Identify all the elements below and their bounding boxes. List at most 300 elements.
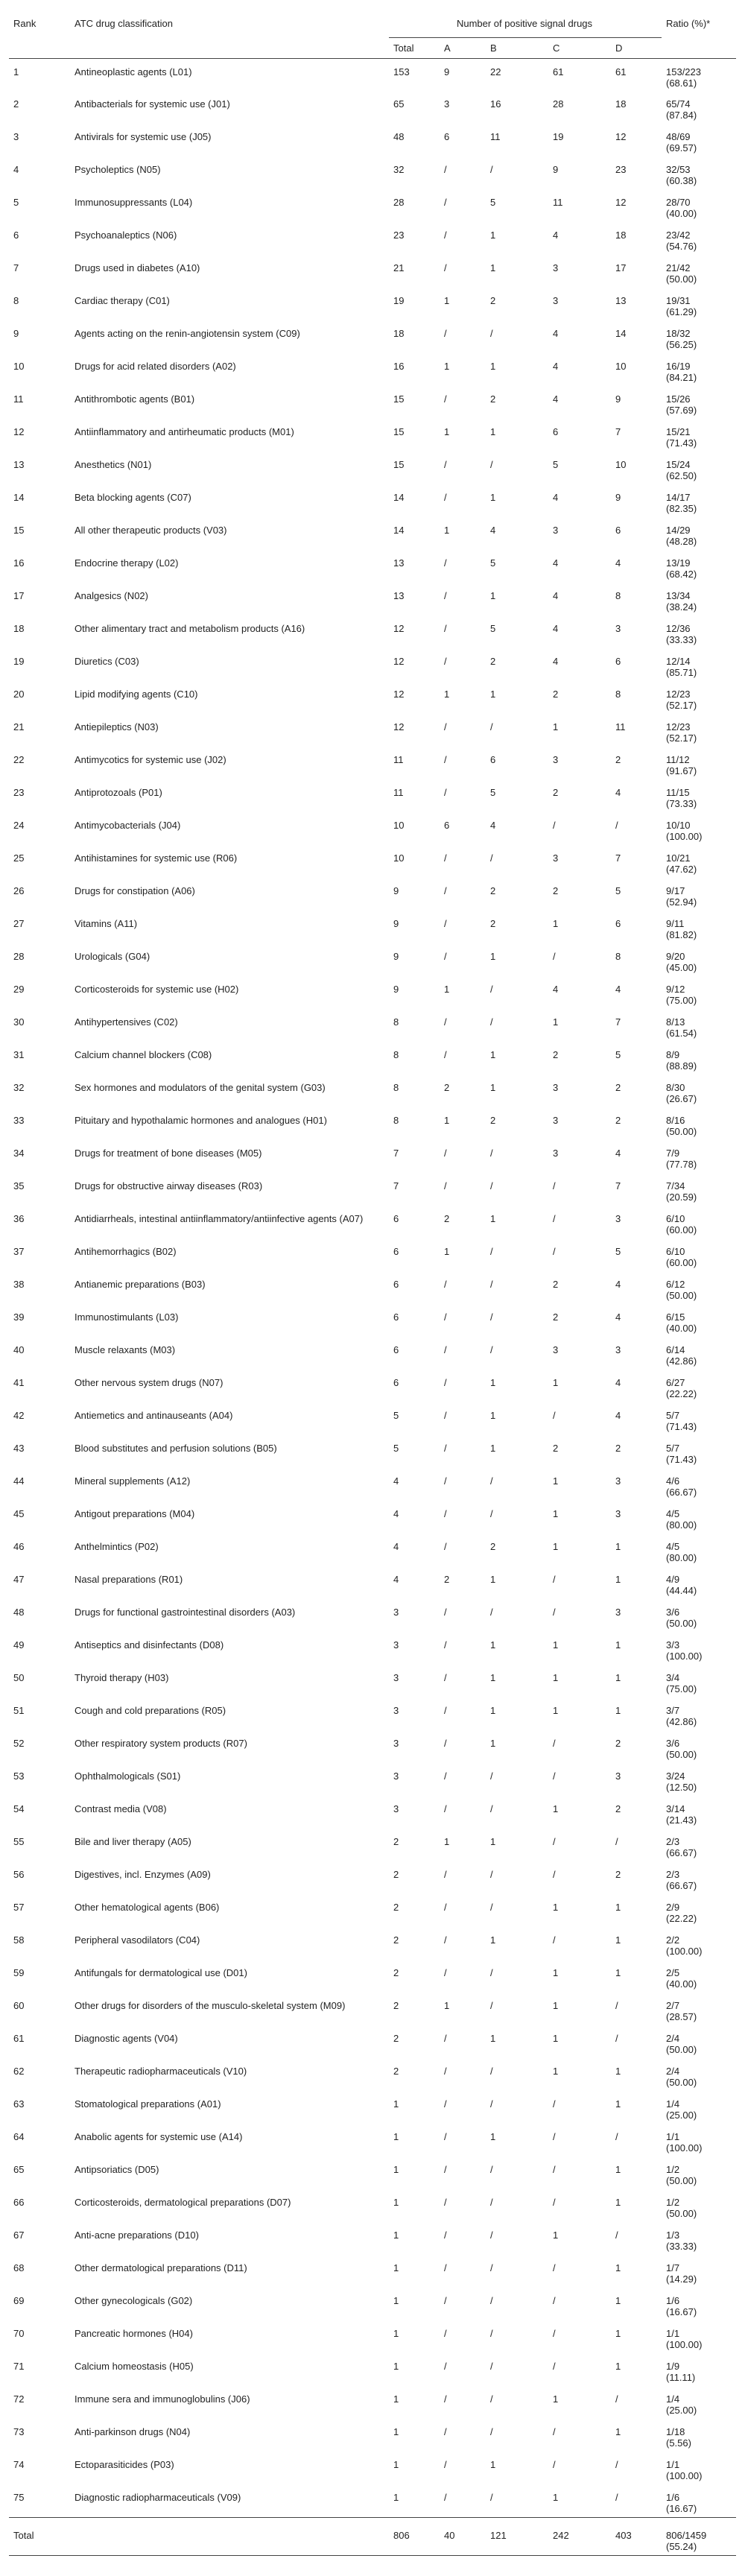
cell-rank: 16 [13,557,25,569]
cell-total: 1 [393,2492,399,2503]
ratio-percent: (60.00) [666,1257,697,1268]
total-ratio [662,2517,736,2555]
cell-rank: 42 [13,1410,25,1421]
cell-col-d: 4 [615,984,621,995]
cell-total: 65 [393,98,405,110]
cell-rank: 74 [13,2459,25,2470]
ratio-fraction: 1/4 [666,2098,680,2110]
total-row [9,2517,736,2555]
cell-col-b: / [490,1344,493,1355]
ratio-fraction: 1/3 [666,2230,680,2241]
cell-ratio [662,550,736,583]
cell-col-b: 1 [490,590,496,601]
cell-col-b: 6 [490,754,496,765]
cell-total: 2 [393,2000,399,2011]
table-row [9,2189,736,2222]
cell-col-a: / [444,2033,447,2044]
cell-total: 15 [393,426,405,437]
cell-col-d: 1 [615,2361,621,2372]
cell-col-d: 1 [615,1705,621,1716]
cell-col-d: / [615,2459,618,2470]
cell-col-a: / [444,459,447,470]
cell-col-c: 1 [553,2230,559,2241]
cell-col-b: 5 [490,623,496,634]
cell-col-d: 1 [615,1934,621,1946]
cell-col-d: / [615,2492,618,2503]
cell-col-c: 1 [553,1377,559,1388]
cell-rank: 59 [13,1967,25,1978]
cell-col-a: / [444,1902,447,1913]
cell-col-c: 4 [553,230,559,241]
ratio-fraction: 14/29 [666,525,691,536]
cell-col-b: 1 [490,2033,496,2044]
cell-col-b: 1 [490,2131,496,2142]
cell-total: 4 [393,1508,399,1519]
ratio-fraction: 3/6 [666,1738,680,1749]
header-ratio: Ratio (%)* [666,18,711,29]
table-row [9,845,736,878]
cell-col-c: 4 [553,328,559,339]
table-row [9,2288,736,2320]
cell-col-b: 2 [490,1541,496,1552]
ratio-percent: (62.50) [666,470,697,481]
cell-atc-class: Sex hormones and modulators of the genital system (G03) [74,1082,326,1093]
table-row [9,1665,736,1697]
cell-col-b: 1 [490,1049,496,1060]
cell-col-c: 1 [553,1672,559,1683]
ratio-percent: (100.00) [666,2142,703,2153]
table-row [9,91,736,124]
ratio-percent: (38.24) [666,601,697,613]
cell-ratio [662,1796,736,1829]
cell-ratio [662,1435,736,1468]
cell-col-a: / [444,787,447,798]
cell-atc-class: Peripheral vasodilators (C04) [74,1934,200,1946]
cell-col-a: 1 [444,295,450,306]
cell-ratio [662,320,736,353]
cell-col-b: / [490,164,493,175]
cell-atc-class: Lipid modifying agents (C10) [74,689,198,700]
cell-rank: 19 [13,656,25,667]
ratio-fraction: 12/23 [666,689,691,700]
cell-atc-class: Stomatological preparations (A01) [74,2098,221,2110]
cell-total: 6 [393,1344,399,1355]
cell-col-a: / [444,393,447,405]
cell-ratio [662,1107,736,1140]
ratio-fraction: 23/42 [666,230,691,241]
cell-total: 9 [393,951,399,962]
cell-ratio [662,1993,736,2025]
ratio-fraction: 15/24 [666,459,691,470]
cell-atc-class: Corticosteroids for systemic use (H02) [74,984,239,995]
table-row [9,1402,736,1435]
cell-atc-class: Antihypertensives (C02) [74,1016,178,1028]
cell-col-a: / [444,2459,447,2470]
table-row [9,1370,736,1402]
cell-total: 5 [393,1410,399,1421]
cell-col-b: / [490,1279,493,1290]
cell-col-d: / [615,1836,618,1847]
cell-col-d: 9 [615,393,621,405]
cell-rank: 52 [13,1738,25,1749]
cell-col-d: 1 [615,1902,621,1913]
cell-atc-class: Antiepileptics (N03) [74,721,159,732]
cell-col-a: / [444,557,447,569]
cell-total: 3 [393,1705,399,1716]
cell-col-b: / [490,2426,493,2437]
ratio-percent: (40.00) [666,1978,697,1990]
cell-col-d: 1 [615,1967,621,1978]
ratio-percent: (66.67) [666,1847,697,1858]
cell-col-d: 4 [615,787,621,798]
cell-col-c: 1 [553,1902,559,1913]
table-row [9,1271,736,1304]
cell-ratio [662,878,736,911]
cell-col-b: 1 [490,1738,496,1749]
cell-col-d: 7 [615,852,621,864]
ratio-fraction: 6/10 [666,1213,685,1224]
cell-col-b: / [490,1311,493,1323]
cell-atc-class: Cardiac therapy (C01) [74,295,170,306]
cell-atc-class: Drugs for treatment of bone diseases (M05) [74,1148,262,1159]
cell-col-b: 1 [490,1672,496,1683]
ratio-percent: (50.00) [666,2208,697,2219]
ratio-fraction: 5/7 [666,1410,680,1421]
cell-col-b: 1 [490,1213,496,1224]
cell-rank: 33 [13,1115,25,1126]
cell-col-a: / [444,2262,447,2273]
cell-total: 9 [393,984,399,995]
cell-ratio [662,517,736,550]
cell-col-c: 28 [553,98,564,110]
ratio-fraction: 3/7 [666,1705,680,1716]
cell-col-c: / [553,2164,556,2175]
cell-rank: 58 [13,1934,25,1946]
cell-atc-class: Antipsoriatics (D05) [74,2164,159,2175]
ratio-fraction: 6/12 [666,1279,685,1290]
cell-col-a: / [444,951,447,962]
cell-col-c: / [553,1934,556,1946]
ratio-percent: (68.42) [666,569,697,580]
cell-col-b: 2 [490,885,496,896]
ratio-percent: (69.57) [666,142,697,154]
cell-rank: 24 [13,820,25,831]
table-row [9,222,736,255]
cell-total: 8 [393,1115,399,1126]
cell-total: 8 [393,1016,399,1028]
cell-col-a: 9 [444,66,450,77]
cell-col-c: 61 [553,66,564,77]
ratio-fraction: 15/26 [666,393,691,405]
table-row [9,1534,736,1566]
cell-col-b: / [490,721,493,732]
cell-total: 2 [393,1836,399,1847]
cell-col-b: 2 [490,656,496,667]
cell-rank: 57 [13,1902,25,1913]
cell-atc-class: Diuretics (C03) [74,656,139,667]
cell-total: 6 [393,1279,399,1290]
cell-ratio [662,156,736,189]
cell-atc-class: Antiemetics and antinauseants (A04) [74,1410,233,1421]
cell-col-b: 11 [490,131,501,142]
cell-col-c: / [553,2197,556,2208]
atc-classification-table [9,7,736,2556]
cell-atc-class: Immune sera and immunoglobulins (J06) [74,2393,250,2405]
cell-col-d: 2 [615,1443,621,1454]
ratio-percent: (57.69) [666,405,697,416]
ratio-percent: (25.00) [666,2405,697,2416]
cell-ratio [662,189,736,222]
cell-col-c: 2 [553,1443,559,1454]
ratio-fraction: 2/3 [666,1836,680,1847]
cell-col-b: / [490,984,493,995]
cell-total: 13 [393,590,405,601]
cell-col-b: 1 [490,1836,496,1847]
cell-col-a: / [444,2393,447,2405]
cell-col-c: 2 [553,885,559,896]
ratio-percent: (50.00) [666,273,697,285]
cell-col-a: / [444,2361,447,2372]
cell-col-d: 6 [615,656,621,667]
cell-rank: 44 [13,1475,25,1487]
cell-total: 12 [393,623,405,634]
cell-rank: 12 [13,426,25,437]
cell-ratio [662,1238,736,1271]
ratio-percent: (85.71) [666,667,697,678]
cell-col-d: 2 [615,1115,621,1126]
ratio-fraction: 1/18 [666,2426,685,2437]
ratio-percent: (82.35) [666,503,697,514]
cell-rank: 49 [13,1639,25,1651]
total-c: 242 [548,2517,611,2555]
cell-col-d: / [615,820,618,831]
table-row [9,58,736,91]
cell-total: 7 [393,1148,399,1159]
cell-total: 1 [393,2295,399,2306]
table-row [9,2156,736,2189]
cell-col-b: / [490,1967,493,1978]
table-body [9,58,736,2517]
cell-col-a: 1 [444,1836,450,1847]
table-row [9,124,736,156]
table-row [9,1796,736,1829]
cell-col-a: / [444,1738,447,1749]
cell-col-c: 2 [553,689,559,700]
ratio-fraction: 3/14 [666,1803,685,1814]
cell-ratio [662,2025,736,2058]
cell-col-b: / [490,1246,493,1257]
ratio-fraction: 153/223 [666,66,701,77]
cell-col-d: 1 [615,2066,621,2077]
cell-ratio [662,2091,736,2124]
cell-ratio [662,2156,736,2189]
cell-col-b: 1 [490,1934,496,1946]
cell-col-a: / [444,1344,447,1355]
cell-col-d: 4 [615,1148,621,1159]
ratio-percent: (77.78) [666,1159,697,1170]
cell-total: 1 [393,2131,399,2142]
cell-col-a: / [444,2426,447,2437]
cell-col-c: / [553,1738,556,1749]
cell-total: 14 [393,492,405,503]
cell-rank: 66 [13,2197,25,2208]
ratio-fraction: 2/2 [666,1934,680,1946]
ratio-percent: (60.38) [666,175,697,186]
cell-rank: 9 [13,328,19,339]
cell-col-d: 5 [615,885,621,896]
cell-atc-class: Antivirals for systemic use (J05) [74,131,212,142]
cell-total: 3 [393,1803,399,1814]
cell-total: 9 [393,918,399,929]
cell-ratio [662,583,736,615]
table-row [9,648,736,681]
cell-ratio [662,2484,736,2517]
cell-col-a: / [444,721,447,732]
cell-col-b: / [490,1902,493,1913]
cell-col-c: 3 [553,262,559,273]
cell-col-d: 4 [615,1279,621,1290]
cell-col-c: 1 [553,918,559,929]
ratio-percent: (52.17) [666,732,697,744]
cell-rank: 14 [13,492,25,503]
table-row [9,615,736,648]
cell-atc-class: Bile and liver therapy (A05) [74,1836,191,1847]
cell-atc-class: Cough and cold preparations (R05) [74,1705,226,1716]
cell-ratio [662,1665,736,1697]
cell-total: 14 [393,525,405,536]
table-row [9,2124,736,2156]
cell-ratio [662,1599,736,1632]
cell-col-b: 1 [490,1082,496,1093]
cell-col-b: / [490,1869,493,1880]
cell-ratio [662,2222,736,2255]
cell-rank: 54 [13,1803,25,1814]
cell-ratio [662,1566,736,1599]
cell-col-d: 3 [615,1770,621,1782]
ratio-fraction: 8/30 [666,1082,685,1093]
table-row [9,2222,736,2255]
cell-atc-class: Corticosteroids, dermatological preparations (D07) [74,2197,291,2208]
ratio-percent: (80.00) [666,1519,697,1531]
cell-rank: 41 [13,1377,25,1388]
table-row [9,1894,736,1927]
cell-col-a: / [444,2066,447,2077]
ratio-percent: (47.62) [666,864,697,875]
total-label: Total [9,2517,70,2555]
header-spacer [70,37,389,58]
cell-rank: 61 [13,2033,25,2044]
cell-col-a: / [444,1475,447,1487]
cell-atc-class: Immunostimulants (L03) [74,1311,179,1323]
ratio-fraction: 3/3 [666,1639,680,1651]
cell-ratio [662,2320,736,2353]
cell-total: 3 [393,1607,399,1618]
header-rank: Rank [13,18,37,29]
ratio-fraction: 14/17 [666,492,691,503]
cell-col-a: / [444,164,447,175]
cell-atc-class: Anthelmintics (P02) [74,1541,159,1552]
cell-col-c: 1 [553,1475,559,1487]
cell-total: 1 [393,2262,399,2273]
total-count: 806 [389,2517,440,2555]
cell-col-d: 14 [615,328,627,339]
cell-rank: 45 [13,1508,25,1519]
ratio-percent: (16.67) [666,2503,697,2514]
cell-rank: 31 [13,1049,25,1060]
cell-ratio [662,1632,736,1665]
cell-col-d: 3 [615,623,621,634]
cell-total: 12 [393,656,405,667]
cell-atc-class: Diagnostic agents (V04) [74,2033,178,2044]
cell-col-d: 11 [615,721,626,732]
cell-ratio [662,681,736,714]
cell-col-a: 1 [444,426,450,437]
cell-col-a: / [444,1672,447,1683]
cell-atc-class: Contrast media (V08) [74,1803,167,1814]
cell-col-b: 1 [490,1639,496,1651]
cell-col-d: 10 [615,361,627,372]
cell-ratio [662,1829,736,1861]
cell-atc-class: Urologicals (G04) [74,951,150,962]
cell-col-a: 1 [444,1246,450,1257]
ratio-percent: (80.00) [666,1552,697,1563]
cell-rank: 26 [13,885,25,896]
cell-col-a: 2 [444,1082,450,1093]
cell-rank: 62 [13,2066,25,2077]
ratio-percent: (33.33) [666,2241,697,2252]
ratio-fraction: 32/53 [666,164,691,175]
cell-total: 9 [393,885,399,896]
cell-rank: 13 [13,459,25,470]
cell-atc-class: Calcium homeostasis (H05) [74,2361,194,2372]
cell-total: 15 [393,393,405,405]
table-row [9,288,736,320]
cell-col-b: 2 [490,295,496,306]
ratio-percent: (100.00) [666,1651,703,1662]
cell-col-b: 5 [490,557,496,569]
cell-col-b: / [490,2164,493,2175]
cell-ratio [662,1042,736,1075]
cell-col-c: 2 [553,1049,559,1060]
cell-rank: 25 [13,852,25,864]
cell-col-d: 3 [615,1607,621,1618]
ratio-percent: (44.44) [666,1585,697,1596]
cell-col-d: / [615,2393,618,2405]
cell-ratio [662,1501,736,1534]
cell-ratio [662,1140,736,1173]
cell-col-a: / [444,1311,447,1323]
cell-col-d: 61 [615,66,627,77]
cell-rank: 35 [13,1180,25,1192]
cell-rank: 7 [13,262,19,273]
cell-total: 1 [393,2164,399,2175]
cell-col-b: 2 [490,1115,496,1126]
cell-atc-class: Diagnostic radiopharmaceuticals (V09) [74,2492,241,2503]
cell-rank: 73 [13,2426,25,2437]
cell-col-b: 4 [490,525,496,536]
cell-col-d: 1 [615,2328,621,2339]
cell-atc-class: Other nervous system drugs (N07) [74,1377,224,1388]
cell-col-b: 1 [490,1574,496,1585]
cell-rank: 28 [13,951,25,962]
table-row [9,1993,736,2025]
cell-col-d: 10 [615,459,627,470]
cell-rank: 38 [13,1279,25,1290]
table-row [9,2386,736,2419]
cell-col-b: 1 [490,426,496,437]
cell-rank: 72 [13,2393,25,2405]
ratio-fraction: 7/9 [666,1148,680,1159]
